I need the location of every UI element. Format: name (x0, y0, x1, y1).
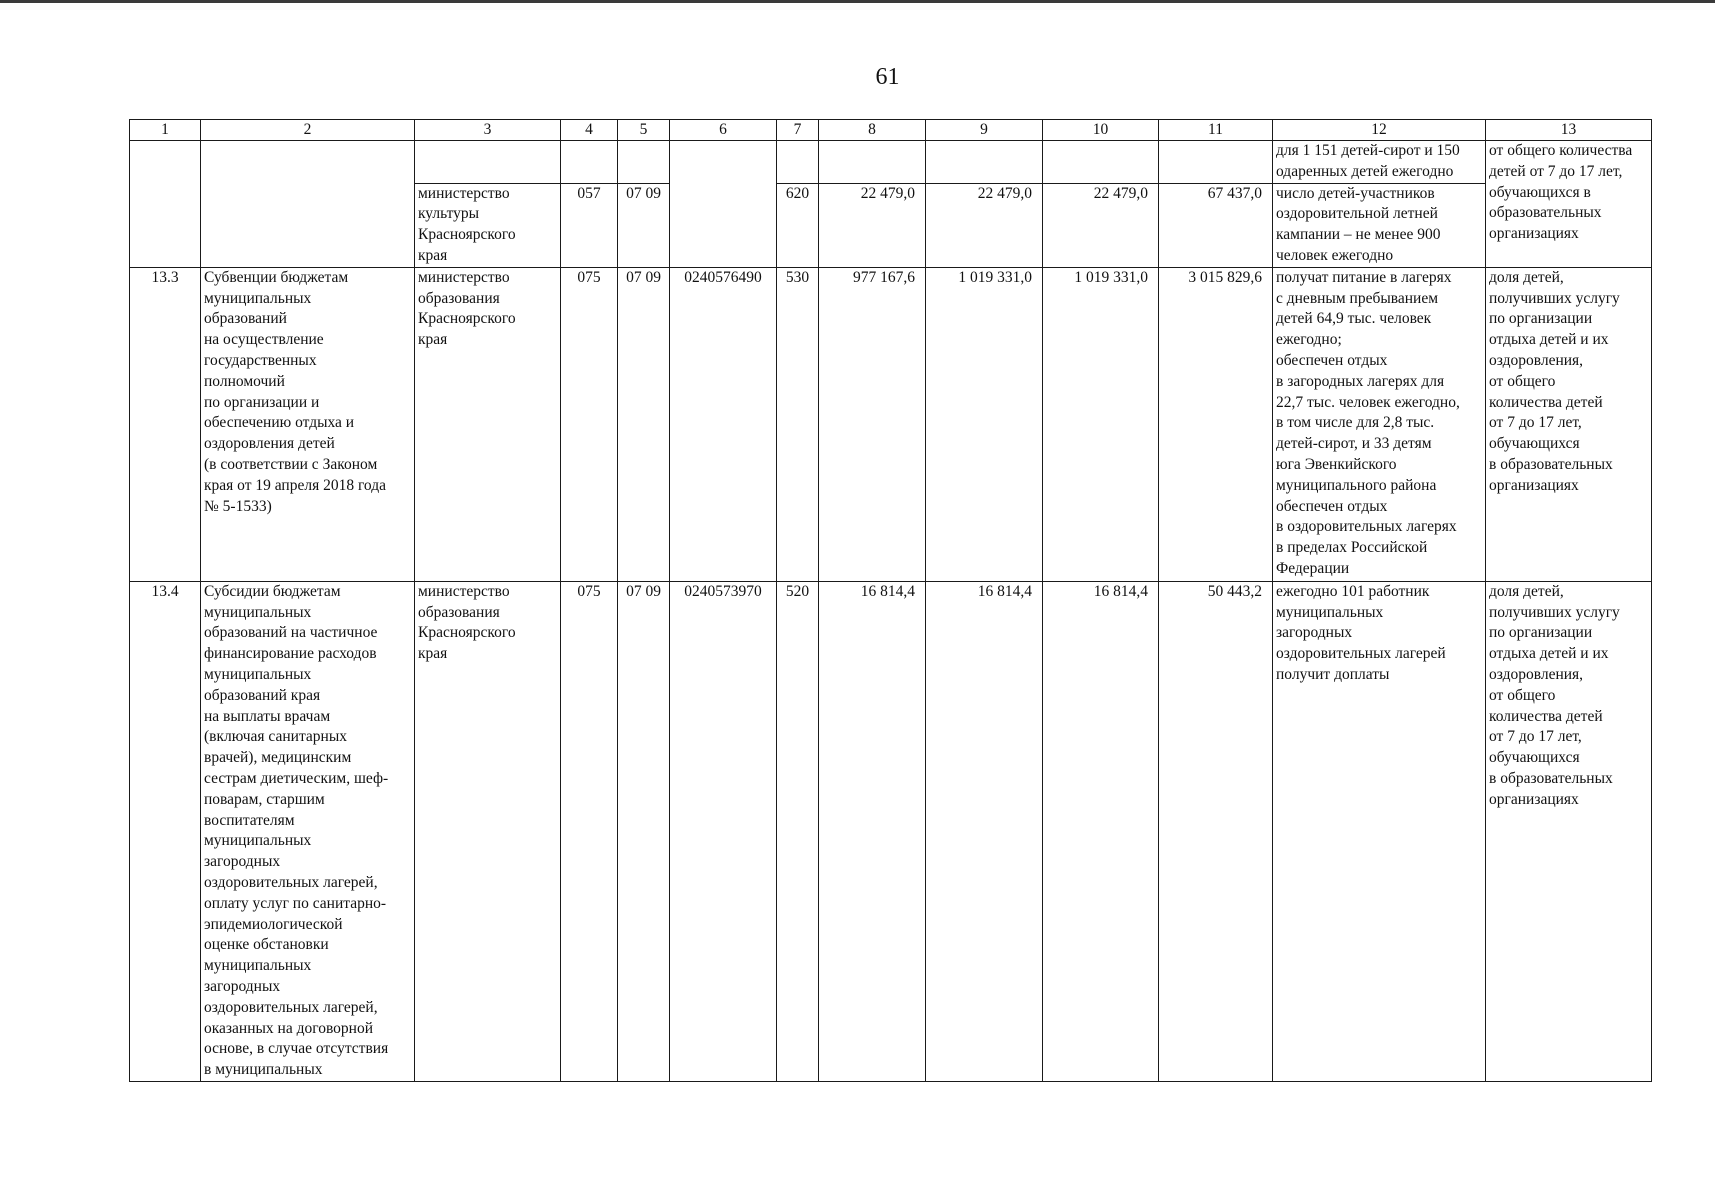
col-num: 5 (618, 120, 670, 141)
cell-csr: 0240573970 (670, 581, 777, 1081)
col-num: 13 (1486, 120, 1652, 141)
cell-result: ежегодно 101 работник муниципальных загородных оздоровительных лагерей получит доплаты (1273, 581, 1486, 1081)
cell-name: Субсидии бюджетам муниципальных образований на частичное финансирование расходов муниципальных образований края на выплаты врачам (включая санитарных врачей), медицинским сестрам диетическим, шеф- поварам, старшим воспитателям муниципальных загородных оздоровительных лагерей, оплату услуг по санитарно- эпидемиологической оценке обстановки муниципальных загородных оздоровительных лагерей, оказанных на договорной основе, в случае отсутствия в муниципальных (201, 581, 415, 1081)
cell-vr: 620 (777, 183, 819, 267)
cell-total: 3 015 829,6 (1159, 267, 1273, 581)
cell-vr: 530 (777, 267, 819, 581)
cell-name (201, 141, 415, 268)
cell-y1 (819, 141, 926, 184)
table-row-continuation-top (130, 141, 1652, 184)
col-num: 2 (201, 120, 415, 141)
cell-csr (670, 141, 777, 268)
col-num: 11 (1159, 120, 1273, 141)
col-num: 12 (1273, 120, 1486, 141)
top-rule (0, 0, 1715, 3)
cell-y2: 16 814,4 (926, 581, 1043, 1081)
cell-grbs (561, 141, 618, 184)
column-number-row (130, 120, 1652, 141)
col-num: 8 (819, 120, 926, 141)
cell-agency: министерство культуры Красноярского края (415, 183, 561, 267)
cell-result: число детей-участников оздоровительной летней кампании – не менее 900 человек ежегодно (1273, 183, 1486, 267)
cell-grbs: 057 (561, 183, 618, 267)
cell-indicator: от общего количества детей от 7 до 17 лет, обучающихся в образовательных организациях (1486, 141, 1652, 268)
col-num: 1 (130, 120, 201, 141)
cell-total: 67 437,0 (1159, 183, 1273, 267)
cell-vr: 520 (777, 581, 819, 1081)
col-num: 4 (561, 120, 618, 141)
cell-agency: министерство образования Красноярского края (415, 581, 561, 1081)
cell-num: 13.3 (130, 267, 201, 581)
col-num: 7 (777, 120, 819, 141)
cell-section: 07 09 (618, 581, 670, 1081)
table-row-13-4 (130, 581, 1652, 1081)
cell-y2 (926, 141, 1043, 184)
col-num: 10 (1043, 120, 1159, 141)
col-num: 9 (926, 120, 1043, 141)
cell-y2: 22 479,0 (926, 183, 1043, 267)
cell-indicator: доля детей, получивших услугу по организации отдыха детей и их оздоровления, от общего количества детей от 7 до 17 лет, обучающихся в образовательных организациях (1486, 581, 1652, 1081)
cell-grbs: 075 (561, 581, 618, 1081)
cell-indicator: доля детей, получивших услугу по организации отдыха детей и их оздоровления, от общего количества детей от 7 до 17 лет, обучающихся в образовательных организациях (1486, 267, 1652, 581)
cell-num: 13.4 (130, 581, 201, 1081)
cell-csr: 0240576490 (670, 267, 777, 581)
col-num: 6 (670, 120, 777, 141)
cell-y3 (1043, 141, 1159, 184)
budget-table (129, 119, 1652, 1082)
col-num: 3 (415, 120, 561, 141)
cell-y3: 22 479,0 (1043, 183, 1159, 267)
cell-result: для 1 151 детей-сирот и 150 одаренных детей ежегодно (1273, 141, 1486, 184)
cell-section (618, 141, 670, 184)
cell-y3: 16 814,4 (1043, 581, 1159, 1081)
cell-grbs: 075 (561, 267, 618, 581)
cell-y1: 977 167,6 (819, 267, 926, 581)
cell-y3: 1 019 331,0 (1043, 267, 1159, 581)
cell-y2: 1 019 331,0 (926, 267, 1043, 581)
cell-num (130, 141, 201, 268)
cell-y1: 22 479,0 (819, 183, 926, 267)
cell-section: 07 09 (618, 183, 670, 267)
cell-agency (415, 141, 561, 184)
cell-name: Субвенции бюджетам муниципальных образований на осуществление государственных полномочий по организации и обеспечению отдыха и оздоровления детей (в соответствии с Законом края от 19 апреля 2018 года № 5-1533) (201, 267, 415, 581)
cell-y1: 16 814,4 (819, 581, 926, 1081)
page-number: 61 (875, 64, 900, 90)
cell-total (1159, 141, 1273, 184)
cell-section: 07 09 (618, 267, 670, 581)
cell-vr (777, 141, 819, 184)
cell-result: получат питание в лагерях с дневным пребыванием детей 64,9 тыс. человек ежегодно; обеспечен отдых в загородных лагерях для 22,7 тыс. человек ежегодно, в том числе для 2,8 тыс. детей-сирот, и 33 детям юга Эвенкийского муниципального района обеспечен отдых в оздоровительных лагерях в пределах Российской Федерации (1273, 267, 1486, 581)
cell-agency: министерство образования Красноярского края (415, 267, 561, 581)
table-row-13-3 (130, 267, 1652, 581)
cell-total: 50 443,2 (1159, 581, 1273, 1081)
